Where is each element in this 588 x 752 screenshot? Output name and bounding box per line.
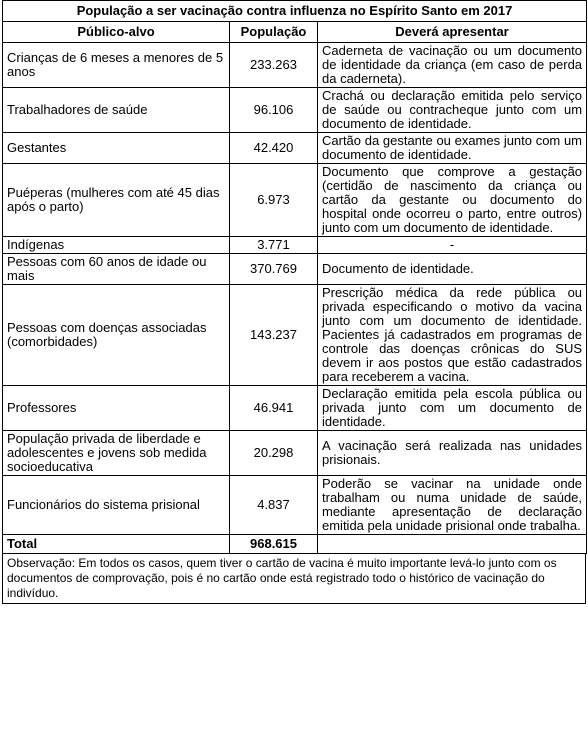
cell-publico: Puéperas (mulheres com até 45 dias após o parto) <box>3 164 230 237</box>
total-value: 968.615 <box>230 535 318 554</box>
cell-documento: Documento que comprove a gestação (certidão de nascimento da criança ou cartão da gestante ou documento do hospital onde ocorreu o parto, entre outros) junto com um documento de identidade. <box>318 164 587 237</box>
cell-publico: População privada de liberdade e adolescentes e jovens sob medida socioeducativa <box>3 431 230 476</box>
cell-documento: Caderneta de vacinação ou um documento de identidade da criança (em caso de perda da caderneta). <box>318 43 587 88</box>
cell-documento: Prescrição médica da rede pública ou privada especificando o motivo da vacina junto com um documento de identidade. Pacientes já cadastrados em programas de controle das doenças crônicas do SUS devem ir aos postos que estão cadastrados para receberem a vacina. <box>318 285 587 386</box>
cell-publico: Trabalhadores de saúde <box>3 88 230 133</box>
cell-documento: Declaração emitida pela escola pública ou privada junto com um documento de identidade. <box>318 386 587 431</box>
cell-documento: Documento de identidade. <box>318 254 587 285</box>
document <box>2 0 586 604</box>
cell-documento: Cartão da gestante ou exames junto com um documento de identidade. <box>318 133 587 164</box>
vaccination-table <box>2 0 587 554</box>
cell-populacao: 20.298 <box>230 431 318 476</box>
table-row <box>3 285 587 386</box>
cell-publico: Crianças de 6 meses a menores de 5 anos <box>3 43 230 88</box>
cell-publico: Gestantes <box>3 133 230 164</box>
table-row <box>3 133 587 164</box>
cell-populacao: 3.771 <box>230 237 318 254</box>
cell-documento: A vacinação será realizada nas unidades prisionais. <box>318 431 587 476</box>
cell-documento: Crachá ou declaração emitida pelo serviço de saúde ou contracheque junto com um documento de identidade. <box>318 88 587 133</box>
cell-publico: Pessoas com 60 anos de idade ou mais <box>3 254 230 285</box>
table-row <box>3 164 587 237</box>
table-row <box>3 431 587 476</box>
table-row <box>3 254 587 285</box>
cell-populacao: 4.837 <box>230 476 318 535</box>
cell-populacao: 6.973 <box>230 164 318 237</box>
observation-note: Observação: Em todos os casos, quem tiver o cartão de vacina é muito importante levá-lo junto com os documentos de comprovação, pois é no cartão onde está registrado todo o histórico de vacinação do indivíduo. <box>2 554 586 604</box>
table-row <box>3 43 587 88</box>
header-populacao: População <box>230 22 318 43</box>
total-row <box>3 535 587 554</box>
table-row <box>3 237 587 254</box>
cell-publico: Professores <box>3 386 230 431</box>
total-label: Total <box>3 535 230 554</box>
header-publico-alvo: Público-alvo <box>3 22 230 43</box>
cell-publico: Pessoas com doenças associadas (comorbidades) <box>3 285 230 386</box>
cell-publico: Funcionários do sistema prisional <box>3 476 230 535</box>
cell-documento: - <box>318 237 587 254</box>
total-empty-cell <box>318 535 587 554</box>
header-documento: Deverá apresentar <box>318 22 587 43</box>
cell-populacao: 233.263 <box>230 43 318 88</box>
table-row <box>3 386 587 431</box>
table-row <box>3 476 587 535</box>
cell-publico: Indígenas <box>3 237 230 254</box>
table-title: População a ser vacinação contra influenza no Espírito Santo em 2017 <box>3 1 587 22</box>
cell-populacao: 96.106 <box>230 88 318 133</box>
cell-populacao: 370.769 <box>230 254 318 285</box>
cell-populacao: 42.420 <box>230 133 318 164</box>
table-row <box>3 88 587 133</box>
cell-populacao: 143.237 <box>230 285 318 386</box>
cell-documento: Poderão se vacinar na unidade onde trabalham ou numa unidade de saúde, mediante apresentação de declaração emitida pela unidade prisional onde trabalha. <box>318 476 587 535</box>
cell-populacao: 46.941 <box>230 386 318 431</box>
